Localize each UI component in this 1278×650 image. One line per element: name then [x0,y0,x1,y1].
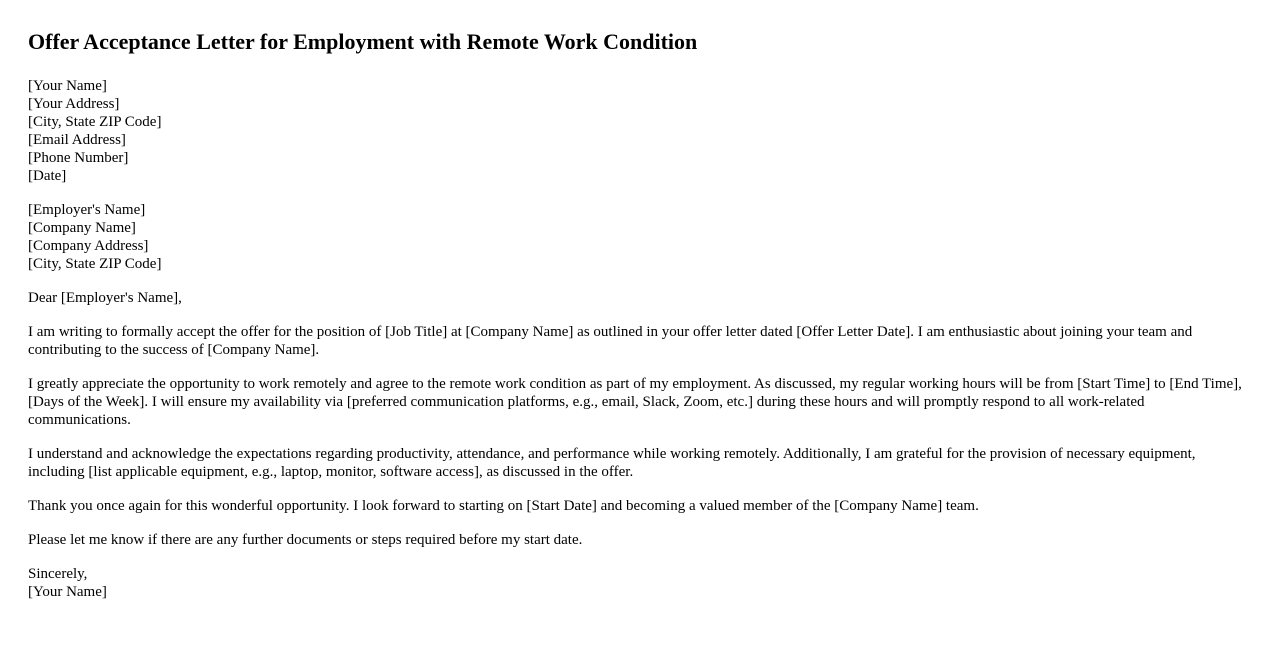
company-address: [Company Address] [28,238,149,254]
salutation: Dear [Employer's Name], [28,290,182,306]
body-paragraph-expectations: I understand and acknowledge the expectations regarding productivity, attendance, and performance while working remotely. Additionally, I am grateful for the provision of necessary equipment, including [list applicable equipment, e.g., laptop, monitor, software access], as discussed in the offer. [28,446,1196,480]
sender-name: [Your Name] [28,78,107,94]
employer-name: [Employer's Name] [28,202,146,218]
page-title: Offer Acceptance Letter for Employment with Remote Work Condition [28,29,698,54]
recipient-address-block [28,201,1250,273]
sender-city-state-zip: [City, State ZIP Code] [28,114,162,130]
signature: [Your Name] [28,584,107,600]
sender-email: [Email Address] [28,132,126,148]
company-city-state-zip: [City, State ZIP Code] [28,256,162,272]
valediction: Sincerely, [28,566,88,582]
sender-phone: [Phone Number] [28,150,129,166]
letter-date: [Date] [28,168,67,184]
sender-address: [Your Address] [28,96,120,112]
body-paragraph-thanks: Thank you once again for this wonderful opportunity. I look forward to starting on [Start Date] and becoming a valued member of the [Company Name] team. [28,498,979,514]
body-paragraph-remote-work: I greatly appreciate the opportunity to work remotely and agree to the remote work condition as part of my employment. As discussed, my regular working hours will be from [Start Time] to [End Time], [Days of the Week]. I will ensure my availability via [preferred communication platforms, e.g., email, Slack, Zoom, etc.] during these hours and will promptly respond to all work-related communications. [28,376,1242,428]
body-paragraph-acceptance: I am writing to formally accept the offer for the position of [Job Title] at [Company Name] as outlined in your offer letter dated [Offer Letter Date]. I am enthusiastic about joining your team and contributing to the success of [Company Name]. [28,324,1193,358]
company-name: [Company Name] [28,220,136,236]
body-paragraph-next-steps: Please let me know if there are any further documents or steps required before my start date. [28,532,583,548]
sender-address-block [28,77,1250,185]
closing-block [28,565,1250,601]
